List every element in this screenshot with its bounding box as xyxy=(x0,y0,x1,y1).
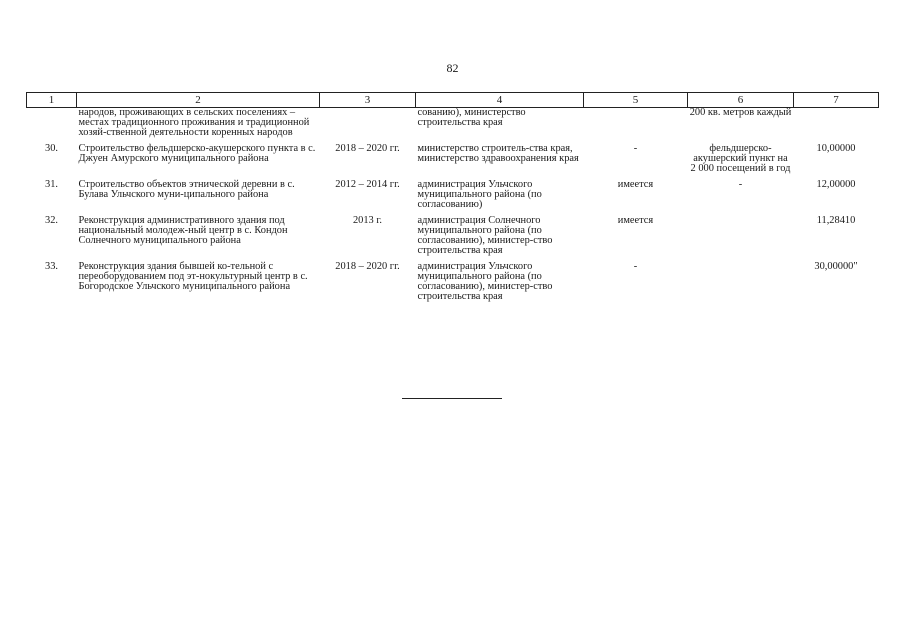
row-name: Строительство объектов этнической деревни в с. Булава Ульчского муни-ципального района xyxy=(78,179,295,200)
row-period: 2018 – 2020 гг. xyxy=(335,261,400,272)
header-row xyxy=(27,93,879,108)
table-header xyxy=(27,93,879,108)
row-name: Реконструкция административного здания под национальный молодеж-ный центр в с. Кондон Солнечного муниципального района xyxy=(78,215,288,246)
header-col-7: 7 xyxy=(794,93,879,108)
row-period xyxy=(320,108,416,139)
row-period: 2018 – 2020 гг. xyxy=(335,143,400,154)
table-row xyxy=(27,108,879,139)
row-name: Строительство фельдшерско-акушерского пункта в с. Джуен Амурского муниципального района xyxy=(78,143,316,164)
row-number: 31. xyxy=(45,179,58,190)
row-sum: 10,00000 xyxy=(816,143,856,154)
row-docs: имеется xyxy=(617,215,654,226)
row-period: 2013 г. xyxy=(352,215,383,226)
row-name: Реконструкция здания бывшей ко-тельной с переоборудованием под эт-нокультурный центр в с. Богородское Ульчского муниципального района xyxy=(78,261,308,292)
row-number: 30. xyxy=(45,143,58,154)
header-col-2: 2 xyxy=(77,93,320,108)
row-docs: - xyxy=(633,261,638,272)
row-capacity: 200 кв. метров каждый xyxy=(689,107,792,118)
row-sum: 11,28410 xyxy=(816,215,856,226)
header-col-3: 3 xyxy=(320,93,416,108)
row-docs: - xyxy=(633,143,638,154)
row-docs: имеется xyxy=(617,179,654,190)
header-col-1: 1 xyxy=(27,93,77,108)
end-of-document-divider xyxy=(402,398,502,399)
table-row xyxy=(27,174,879,210)
header-col-6: 6 xyxy=(688,93,794,108)
row-number: 33. xyxy=(45,261,58,272)
row-period: 2012 – 2014 гг. xyxy=(335,179,400,190)
header-col-4: 4 xyxy=(416,93,584,108)
row-capacity xyxy=(688,210,794,256)
row-capacity: фельдшерско-акушерский пункт на 2 000 посещений в год xyxy=(690,143,791,174)
table-row xyxy=(27,210,879,256)
row-executor: министерство строитель-ства края, министерство здравоохранения края xyxy=(417,143,579,164)
row-capacity xyxy=(688,256,794,302)
row-name: народов, проживающих в сельских поселениях – местах традиционного проживания и традиционной хозяй-ственной деятельности коренных народов xyxy=(78,107,310,138)
row-number: 32. xyxy=(45,215,58,226)
table-body xyxy=(27,108,879,303)
row-number xyxy=(27,108,77,139)
row-sum: 12,00000 xyxy=(816,179,856,190)
row-capacity: - xyxy=(738,179,743,190)
row-sum: 30,00000" xyxy=(814,261,858,272)
row-executor: администрация Солнечного муниципального района (по согласованию), министер-ство строительства края xyxy=(417,215,553,256)
row-docs xyxy=(584,108,688,139)
page-number: 82 xyxy=(446,61,459,75)
table-row xyxy=(27,256,879,302)
row-sum xyxy=(794,108,879,139)
row-executor: администрация Ульчского муниципального района (по согласованию), министер-ство строительства края xyxy=(417,261,553,302)
header-col-5: 5 xyxy=(584,93,688,108)
program-table xyxy=(26,92,879,302)
row-executor: сованию), министерство строительства края xyxy=(417,107,526,128)
table-row xyxy=(27,138,879,174)
row-executor: администрация Ульчского муниципального района (по согласованию) xyxy=(417,179,542,210)
